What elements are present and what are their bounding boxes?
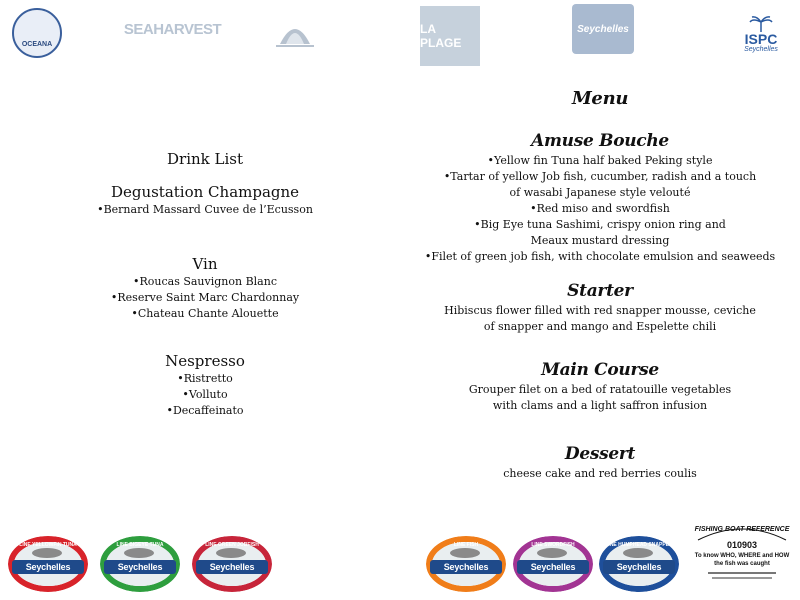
nespresso-section	[60, 352, 350, 419]
list-item: •Chateau Chante Alouette	[131, 307, 279, 320]
badge-swordfish: LINE SWORDFISH Seychelles	[513, 536, 593, 592]
menu-line: of snapper and mango and Espelette chili	[483, 320, 717, 333]
main-course-header: Main Course	[541, 360, 659, 380]
menu-line: of wasabi Japanese style velouté	[509, 186, 691, 199]
sail-icon	[272, 10, 318, 50]
badge-green-jobfish: LINE GREEN JOBFISH Seychelles	[192, 536, 272, 592]
list-item: •Decaffeinato	[166, 404, 244, 417]
starter-section	[400, 281, 800, 335]
menu-title: Menu	[571, 88, 629, 109]
menu-line: •Yellow fin Tuna half baked Peking style	[487, 154, 713, 167]
menu-line: Hibiscus flower filled with red snapper mousse, ceviche	[444, 304, 756, 317]
list-item: •Reserve Saint Marc Chardonnay	[110, 291, 300, 304]
menu-line: •Red miso and swordfish	[530, 202, 670, 215]
ispc-logo: ISPC Seychelles	[728, 6, 794, 62]
fish-icon	[623, 548, 653, 558]
menu-line: Grouper filet on a bed of ratatouille vegetables	[468, 383, 732, 396]
badge-yellowfin-tuna: LINE YELLOWFIN TUNA Seychelles	[8, 536, 88, 592]
fish-icon	[537, 548, 567, 558]
badge-bigeye-tuna: LINE BIGEYE TUNA Seychelles	[100, 536, 180, 592]
nespresso-header: Nespresso	[165, 352, 245, 370]
drink-list-title: Drink List	[167, 150, 243, 168]
starter-header: Starter	[567, 281, 633, 301]
laplage-logo: LA PLAGE	[420, 6, 480, 66]
fish-icon	[124, 548, 154, 558]
seaharvest-logo: SEAHARVEST	[123, 20, 222, 38]
main-course-section	[400, 360, 800, 414]
vin-header: Vin	[192, 255, 218, 273]
menu-line: •Tartar of yellow Job fish, cucumber, radish and a touch	[443, 170, 757, 183]
list-item: •Volluto	[182, 388, 228, 401]
fish-icon	[32, 548, 62, 558]
vin-section	[60, 255, 350, 322]
dessert-section	[400, 444, 800, 482]
list-item: •Ristretto	[177, 372, 233, 385]
dessert-header: Dessert	[564, 444, 636, 464]
drink-list	[60, 150, 350, 168]
palm-icon	[749, 16, 773, 32]
amuse-header: Amuse Bouche	[531, 131, 669, 151]
seychelles-top-logo: Seychelles	[572, 4, 634, 54]
menu-line: •Filet of green job fish, with chocolate emulsion and seaweeds	[424, 250, 776, 263]
badge-humphead-snapper: LINE HUMPHEAD SNAPPER Seychelles	[599, 536, 679, 592]
oceana-logo: OCEANA	[12, 8, 62, 58]
champagne-section	[60, 183, 350, 218]
fishing-boat-reference: FISHING BOAT REFERENCE 010903 To know WHO, WHERE and HOW the fish was caught	[690, 522, 794, 590]
menu-line: with clams and a light saffron infusion	[492, 399, 708, 412]
amuse-section	[400, 131, 800, 265]
menu-line: Meaux mustard dressing	[530, 234, 670, 247]
menu-line: cheese cake and red berries coulis	[503, 467, 697, 480]
fish-icon	[216, 548, 246, 558]
champagne-header: Degustation Champagne	[110, 183, 300, 201]
sail-logo	[272, 10, 318, 50]
menu-line: •Big Eye tuna Sashimi, crispy onion ring and	[474, 218, 726, 231]
list-item: •Roucas Sauvignon Blanc	[133, 275, 277, 288]
badge-line-fish: LINE FISH Seychelles	[426, 536, 506, 592]
fish-icon	[450, 548, 480, 558]
list-item: •Bernard Massard Cuvee de l’Ecusson	[97, 203, 313, 216]
